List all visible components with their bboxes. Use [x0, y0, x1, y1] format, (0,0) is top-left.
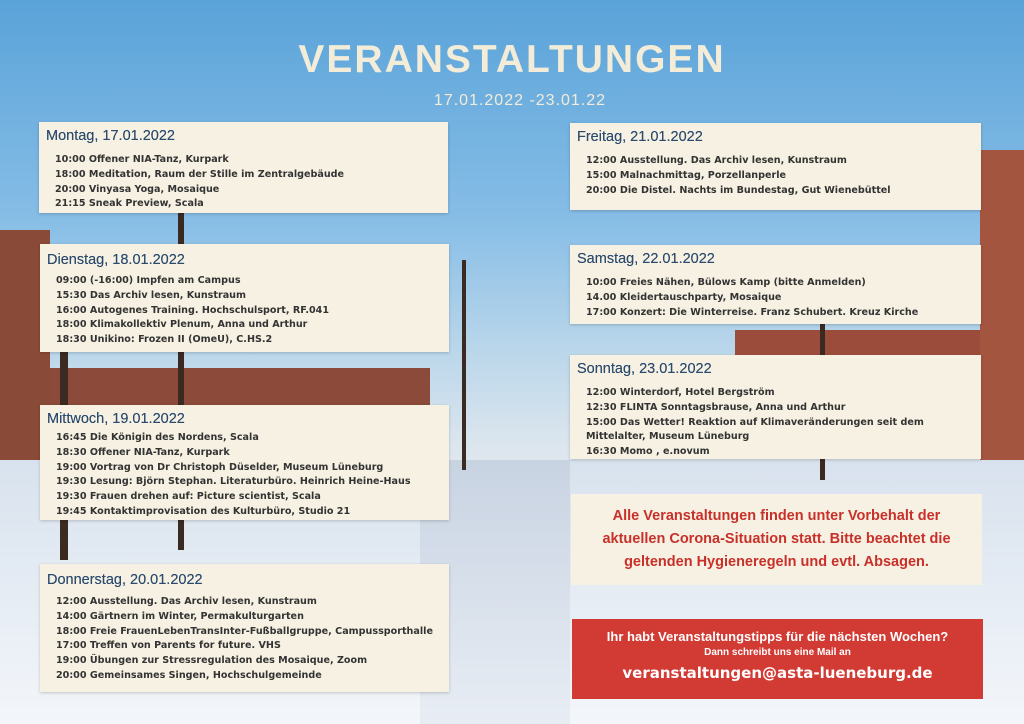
- building-right: [980, 150, 1024, 480]
- event-item: 18:00 Freie FrauenLebenTransInter-Fußballgruppe, Campussporthalle: [56, 625, 433, 637]
- tips-box: [572, 619, 983, 699]
- day-card-mittwoch: [40, 405, 449, 520]
- event-item: 12:00 Ausstellung. Das Archiv lesen, Kunstraum: [586, 155, 847, 166]
- notice-line: Alle Veranstaltungen finden unter Vorbehalt der: [612, 508, 941, 524]
- event-item: 19:30 Frauen drehen auf: Picture scientist, Scala: [56, 491, 321, 503]
- event-item: 20:00 Die Distel. Nachts im Bundestag, Gut Wienebüttel: [586, 184, 891, 196]
- day-heading: Sonntag, 23.01.2022: [577, 361, 712, 377]
- notice-line: geltenden Hygieneregeln und evtl. Absagen.: [624, 554, 929, 570]
- event-item: 12:30 FLINTA Sonntagsbrause, Anna und Arthur: [586, 401, 846, 413]
- day-heading: Dienstag, 18.01.2022: [47, 252, 185, 268]
- day-card-dienstag: [40, 244, 449, 352]
- event-item: 12:00 Ausstellung. Das Archiv lesen, Kunstraum: [56, 596, 317, 607]
- date-range: 17.01.2022 -23.01.22: [433, 92, 607, 109]
- contact-email[interactable]: veranstaltungen@asta-lueneburg.de: [622, 664, 933, 682]
- day-heading: Mittwoch, 19.01.2022: [47, 411, 185, 427]
- day-card-freitag: [570, 123, 981, 210]
- event-item: 14:00 Gärtnern im Winter, Permakulturgarten: [56, 610, 304, 622]
- event-item: 12:00 Winterdorf, Hotel Bergström: [586, 387, 775, 398]
- event-item: 17:00 Treffen von Parents for future. VHS: [56, 640, 281, 652]
- corona-notice: [571, 494, 982, 585]
- day-card-samstag: [570, 245, 981, 324]
- event-item: 19:30 Lesung: Björn Stephan. Literaturbüro. Heinrich Heine-Haus: [56, 476, 411, 488]
- notice-line: aktuellen Corona-Situation statt. Bitte beachtet die: [602, 531, 951, 547]
- day-card-sonntag: [570, 355, 981, 459]
- event-item: 17:00 Konzert: Die Winterreise. Franz Schubert. Kreuz Kirche: [586, 306, 919, 318]
- event-item: 18:00 Meditation, Raum der Stille im Zentralgebäude: [55, 168, 345, 180]
- event-item: 18:00 Klimakollektiv Plenum, Anna und Arthur: [56, 319, 308, 331]
- page-title: VERANSTALTUNGEN: [298, 38, 726, 81]
- event-item: 10:00 Offener NIA-Tanz, Kurpark: [55, 154, 229, 165]
- event-item: 10:00 Freies Nähen, Bülows Kamp (bitte Anmelden): [586, 277, 866, 288]
- event-item: 19:00 Vortrag von Dr Christoph Düselder, Museum Lüneburg: [56, 461, 384, 473]
- day-card-montag: [39, 122, 448, 213]
- event-item: 16:30 Momo , e.novum: [586, 446, 710, 458]
- tips-question: Ihr habt Veranstaltungstipps für die nächsten Wochen?: [606, 629, 949, 644]
- day-heading: Freitag, 21.01.2022: [577, 129, 703, 145]
- event-item: 15:00 Das Wetter! Reaktion auf Klimaveränderungen seit dem Mittelalter, Museum Lüneburg: [586, 416, 924, 443]
- event-item: 19:45 Kontaktimprovisation des Kulturbüro, Studio 21: [56, 505, 351, 517]
- day-heading: Montag, 17.01.2022: [46, 128, 175, 144]
- event-item: 18:30 Offener NIA-Tanz, Kurpark: [56, 446, 230, 458]
- event-item: 15:00 Malnachmittag, Porzellanperle: [586, 169, 787, 181]
- event-item: 15:30 Das Archiv lesen, Kunstraum: [56, 289, 247, 301]
- event-item: 09:00 (-16:00) Impfen am Campus: [56, 275, 241, 286]
- event-item: 20:00 Vinyasa Yoga, Mosaique: [55, 183, 220, 195]
- tips-subtext: Dann schreibt uns eine Mail an: [704, 647, 851, 658]
- event-item: 21:15 Sneak Preview, Scala: [55, 198, 204, 210]
- day-heading: Samstag, 22.01.2022: [577, 251, 715, 267]
- event-item: 18:30 Unikino: Frozen II (OmeU), C.HS.2: [56, 334, 273, 346]
- event-item: 16:45 Die Königin des Nordens, Scala: [56, 432, 259, 443]
- tree-trunk: [462, 260, 466, 470]
- event-item: 19:00 Übungen zur Stressregulation des Mosaique, Zoom: [56, 655, 368, 667]
- event-item: 14.00 Kleidertauschparty, Mosaique: [586, 291, 782, 303]
- day-card-donnerstag: [40, 564, 449, 692]
- day-heading: Donnerstag, 20.01.2022: [47, 572, 203, 588]
- event-item: 20:00 Gemeinsames Singen, Hochschulgemeinde: [56, 669, 322, 681]
- event-item: 16:00 Autogenes Training. Hochschulsport, RF.041: [56, 304, 330, 316]
